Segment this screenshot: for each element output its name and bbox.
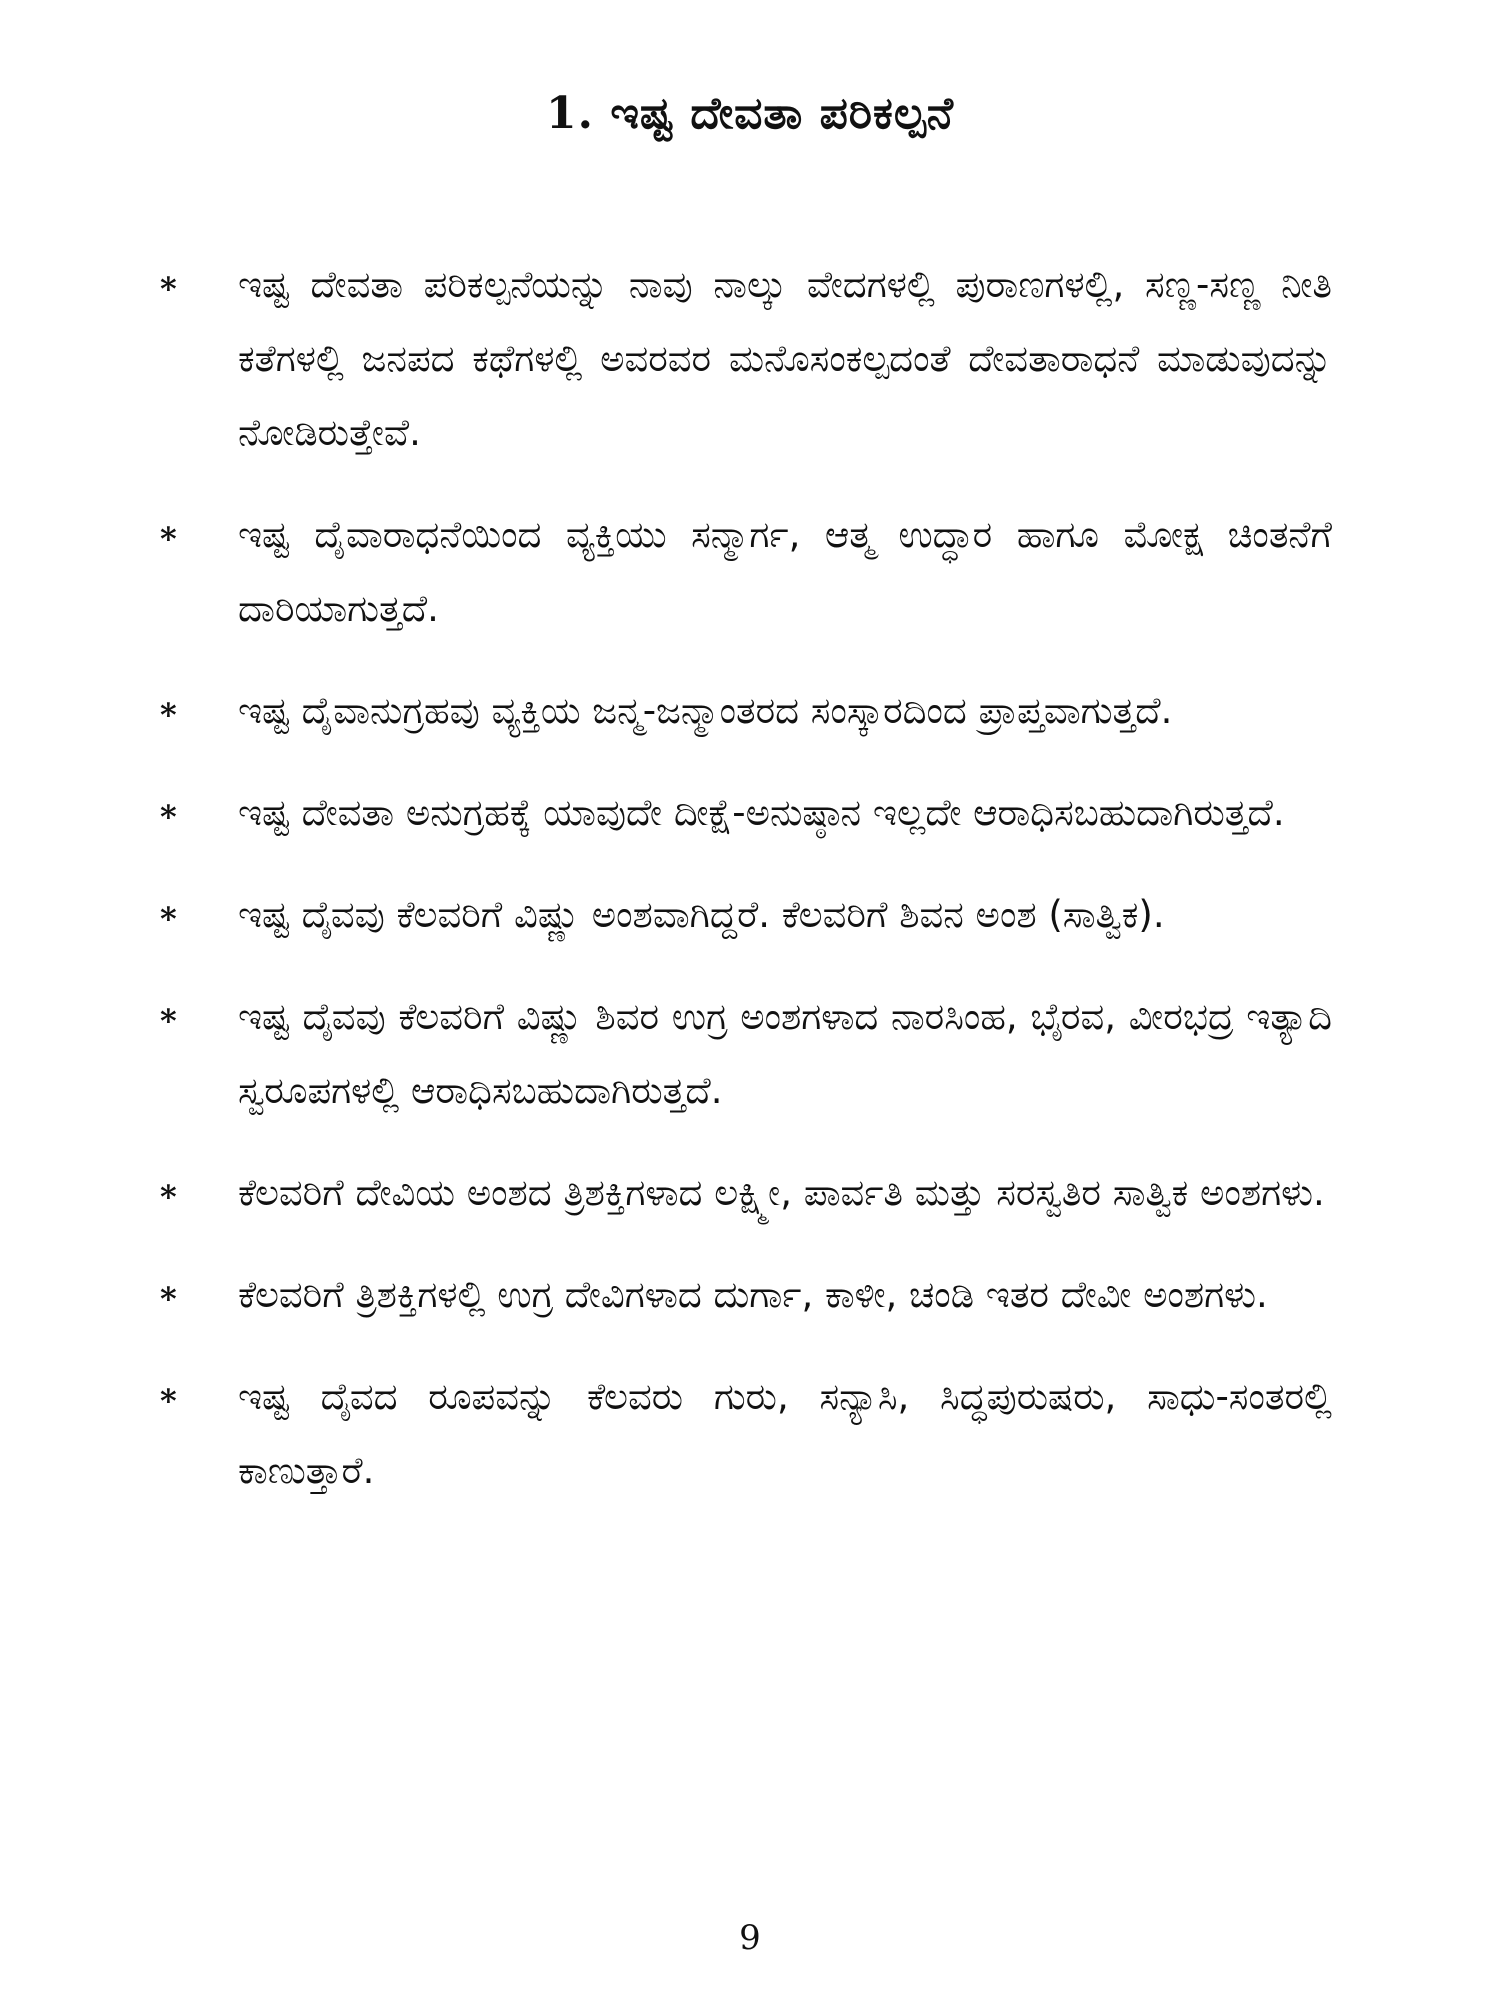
list-item <box>160 776 1332 850</box>
heading-number: 1. <box>546 88 594 139</box>
bullet-star-icon: * <box>160 1178 177 1216</box>
list-item <box>160 878 1332 952</box>
list-item-text: ಇಷ್ಟ ದೈವಾನುಗ್ರಹವು ವ್ಯಕ್ತಿಯ ಜನ್ಮ-ಜನ್ಮಾಂತರದ ಸಂಸ್ಕಾರದಿಂದ ಪ್ರಾಪ್ತವಾಗುತ್ತದೆ. <box>238 689 1173 732</box>
bullet-star-icon: * <box>160 520 177 558</box>
page-number: 9 <box>739 1918 761 1958</box>
list-item-text: ಇಷ್ಟ ದೈವವು ಕೆಲವರಿಗೆ ವಿಷ್ಣು ಅಂಶವಾಗಿದ್ದರೆ. ಕೆಲವರಿಗೆ ಶಿವನ ಅಂಶ (ಸಾತ್ವಿಕ). <box>238 893 1165 936</box>
list-item-text: ಇಷ್ಟ ದೈವದ ರೂಪವನ್ನು ಕೆಲವರು ಗುರು, ಸನ್ಯಾಸಿ, ಸಿದ್ಧಪುರುಷರು, ಸಾಧು-ಸಂತರಲ್ಲಿ ಕಾಣುತ್ತಾರೆ. <box>238 1375 1332 1492</box>
bullet-star-icon: * <box>160 798 177 836</box>
list-item-text: ಕೆಲವರಿಗೆ ತ್ರಿಶಕ್ತಿಗಳಲ್ಲಿ ಉಗ್ರ ದೇವಿಗಳಾದ ದುರ್ಗಾ, ಕಾಳೀ, ಚಂಡಿ ಇತರ ದೇವೀ ಅಂಶಗಳು. <box>238 1273 1268 1316</box>
list-item-text: ಇಷ್ಟ ದೇವತಾ ಪರಿಕಲ್ಪನೆಯನ್ನು ನಾವು ನಾಲ್ಕು ವೇದಗಳಲ್ಲಿ ಪುರಾಣಗಳಲ್ಲಿ, ಸಣ್ಣ-ಸಣ್ಣ ನೀತಿ ಕತೆಗಳಲ್ಲಿ ಜನಪದ ಕಥೆಗಳಲ್ಲಿ ಅವರವರ ಮನೊಸಂಕಲ್ಪದಂತೆ ದೇವತಾರಾಧನೆ ಮಾಡುವುದನ್ನು ನೋಡಿರುತ್ತೇವೆ. <box>238 263 1332 454</box>
bullet-star-icon: * <box>160 1280 177 1318</box>
list-item <box>160 1258 1332 1332</box>
list-item-text: ಇಷ್ಟ ದೈವವು ಕೆಲವರಿಗೆ ವಿಷ್ಣು ಶಿವರ ಉಗ್ರ ಅಂಶಗಳಾದ ನಾರಸಿಂಹ, ಭೈರವ, ವೀರಭದ್ರ ಇತ್ಯಾದಿ ಸ್ವರೂಪಗಳಲ್ಲಿ ಆರಾಧಿಸಬಹುದಾಗಿರುತ್ತದೆ. <box>238 995 1332 1112</box>
page-title <box>0 88 1500 139</box>
list-item <box>160 1156 1332 1230</box>
bullet-list <box>160 248 1332 1536</box>
list-item-text: ಇಷ್ಟ ದೈವಾರಾಧನೆಯಿಂದ ವ್ಯಕ್ತಿಯು ಸನ್ಮಾರ್ಗ, ಆತ್ಮ ಉದ್ಧಾರ ಹಾಗೂ ಮೋಕ್ಷ ಚಿಂತನೆಗೆ ದಾರಿಯಾಗುತ್ತದೆ. <box>238 513 1332 630</box>
bullet-star-icon: * <box>160 696 177 734</box>
bullet-star-icon: * <box>160 900 177 938</box>
list-item <box>160 498 1332 646</box>
list-item <box>160 1360 1332 1508</box>
list-item <box>160 248 1332 470</box>
list-item <box>160 980 1332 1128</box>
heading-text: ಇಷ್ಟ ದೇವತಾ ಪರಿಕಲ್ಪನೆ <box>610 88 954 139</box>
list-item <box>160 674 1332 748</box>
bullet-star-icon: * <box>160 1002 177 1040</box>
list-item-text: ಇಷ್ಟ ದೇವತಾ ಅನುಗ್ರಹಕ್ಕೆ ಯಾವುದೇ ದೀಕ್ಷೆ-ಅನುಷ್ಠಾನ ಇಲ್ಲದೇ ಆರಾಧಿಸಬಹುದಾಗಿರುತ್ತದೆ. <box>238 791 1285 834</box>
bullet-star-icon: * <box>160 270 177 308</box>
bullet-star-icon: * <box>160 1382 177 1420</box>
list-item-text: ಕೆಲವರಿಗೆ ದೇವಿಯ ಅಂಶದ ತ್ರಿಶಕ್ತಿಗಳಾದ ಲಕ್ಷ್ಮೀ, ಪಾರ್ವತಿ ಮತ್ತು ಸರಸ್ವತಿರ ಸಾತ್ವಿಕ ಅಂಶಗಳು. <box>238 1171 1325 1214</box>
